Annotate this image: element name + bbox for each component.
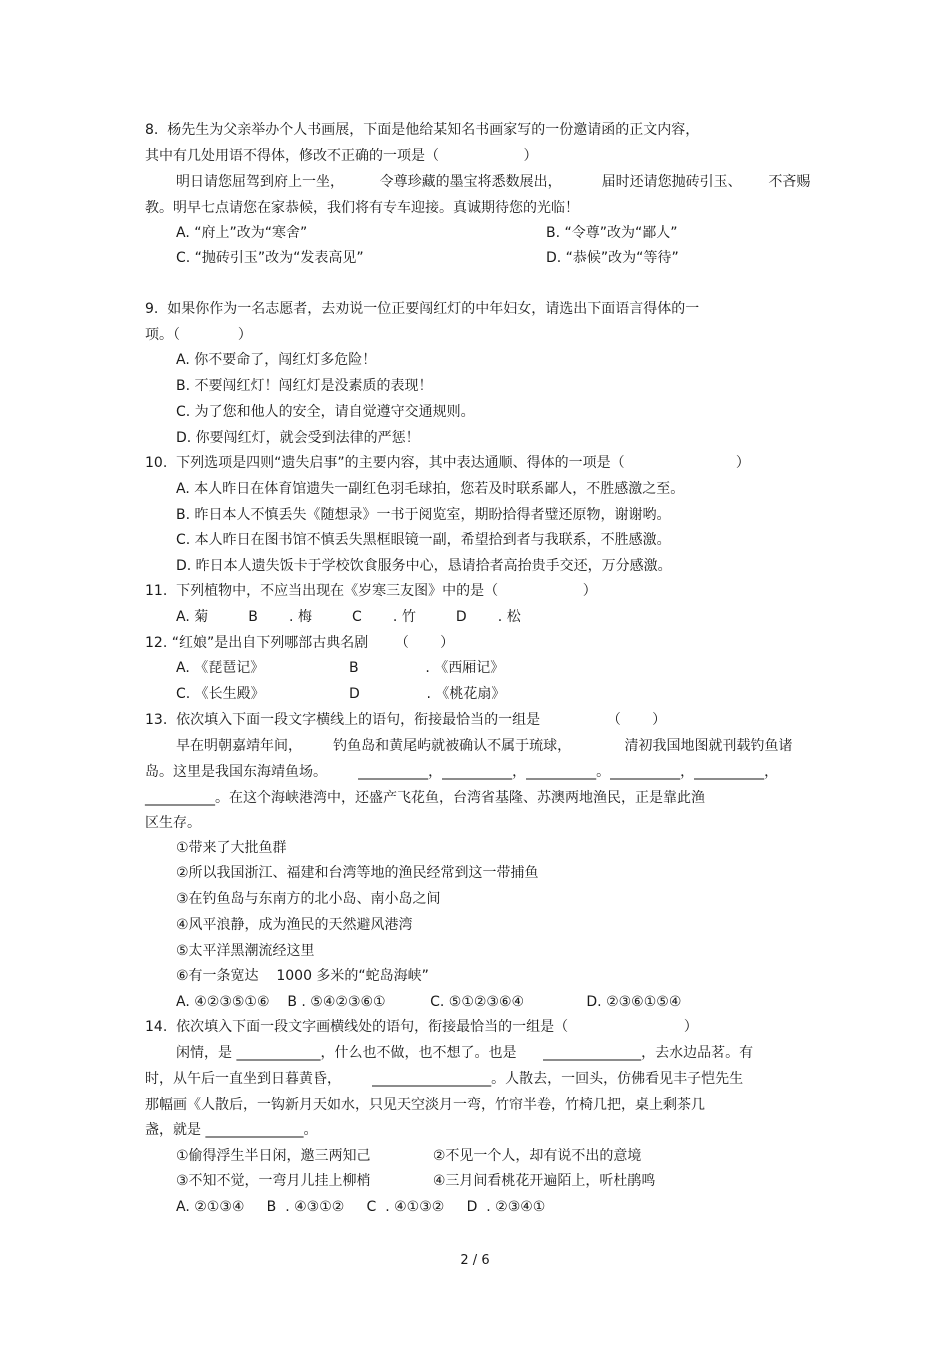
q8-option-d: D. “恭候”改为“等待” <box>546 250 679 266</box>
q14-stem: 14. 依次填入下面一段文字画横线处的语句，衔接最恰当的一组是（ ） <box>145 1019 698 1035</box>
q12-stem: 12. “红娘”是出自下列哪部古典名剧 （ ） <box>145 635 455 651</box>
q13-sentence-6: ⑥有一条宽达 1000 多米的“蛇岛海峡” <box>176 968 429 984</box>
q12-option-a: A. 《琵琶记》 <box>176 660 265 676</box>
page-number: 2 / 6 <box>460 1253 490 1268</box>
q13-sentence-1: ①带来了大批鱼群 <box>176 840 287 856</box>
q13-sentence-5: ⑤太平洋黑潮流经这里 <box>176 943 315 959</box>
q9-option-b: B. 不要闯红灯！闯红灯是没素质的表现！ <box>176 378 433 394</box>
q13-sentence-3: ③在钓鱼岛与东南方的北小岛、南小岛之间 <box>176 891 441 907</box>
q14-sentences-row2: ③不知不觉，一弯月儿挂上柳梢 ④三月间看桃花开遍陌上，听杜鹃鸣 <box>176 1173 656 1189</box>
q8-passage-line2: 教。明早七点请您在家恭候，我们将有专车迎接。真诚期待您的光临！ <box>145 200 579 216</box>
q13-passage-line2: 岛。这里是我国东海靖鱼场。 __________，__________，__________。__________，__________， <box>145 764 779 780</box>
q8-option-c: C. “抛砖引玉”改为“发表高见” <box>176 250 364 266</box>
q10-option-a: A. 本人昨日在体育馆遗失一副红色羽毛球拍，您若及时联系鄙人，不胜感激之至。 <box>176 481 685 497</box>
q14-sentences-row1: ①偷得浮生半日闲，邀三两知己 ②不见一个人，却有说不出的意境 <box>176 1148 642 1164</box>
q10-option-c: C. 本人昨日在图书馆不慎丢失黑框眼镜一副，希望拾到者与我联系，不胜感激。 <box>176 532 671 548</box>
q12-option-c: C. 《长生殿》 <box>176 686 265 702</box>
q10-option-b: B. 昨日本人不慎丢失《随想录》一书于阅览室，期盼拾得者璧还原物，谢谢哟。 <box>176 507 671 523</box>
q11-stem: 11. 下列植物中，不应当出现在《岁寒三友图》中的是（ ） <box>145 583 597 599</box>
q13-stem: 13. 依次填入下面一段文字横线上的语句，衔接最恰当的一组是 （ ） <box>145 712 667 728</box>
q8-stem-line2: 其中有几处用语不得体，修改不正确的一项是（ ） <box>145 148 538 164</box>
q13-passage-line1: 早在明朝嘉靖年间， 钓鱼岛和黄尾屿就被确认不属于琉球， 清初我国地图就刊载钓鱼诸 <box>176 738 793 754</box>
q14-passage-line1: 闲情，是 ____________，什么也不做，也不想了。也是 ______________，去水边品茗。有 <box>176 1045 754 1061</box>
q14-passage-line3: 那幅画《人散后，一钩新月天如水，只见天空淡月一弯，竹帘半卷，竹椅几把，桌上剩茶几 <box>145 1097 705 1113</box>
q14-passage-line2: 时，从午后一直坐到日暮黄昏， _________________。人散去，一回头，仿佛看见丰子恺先生 <box>145 1071 744 1087</box>
q8-stem-line1: 8. 杨先生为父亲举办个人书画展，下面是他给某知名书画家写的一份邀请函的正文内容， <box>145 122 700 138</box>
q13-sentence-2: ②所以我国浙江、福建和台湾等地的渔民经常到这一带捕鱼 <box>176 865 539 881</box>
q9-stem-line1: 9. 如果你作为一名志愿者，去劝说一位正要闯红灯的中年妇女，请选出下面语言得体的一 <box>145 301 700 317</box>
q8-option-b: B. “令尊”改为“鄙人” <box>546 225 678 241</box>
q10-option-d: D. 昨日本人遗失饭卡于学校饮食服务中心，恳请拾者高抬贵手交还，万分感激。 <box>176 558 672 574</box>
q12-option-b: B . 《西厢记》 <box>349 660 505 676</box>
q14-options: A. ②①③④ B . ④③①② C . ④①③② D . ②③④① <box>176 1199 546 1215</box>
q13-sentence-4: ④风平浪静，成为渔民的天然避风港湾 <box>176 917 413 933</box>
q11-options: A. 菊 B . 梅 C . 竹 D . 松 <box>176 609 521 625</box>
q13-passage-line4: 区生存。 <box>145 815 201 831</box>
q10-stem: 10. 下列选项是四则“遗失启事”的主要内容，其中表达通顺、得体的一项是（ ） <box>145 455 750 471</box>
q9-option-d: D. 你要闯红灯，就会受到法律的严惩！ <box>176 430 420 446</box>
q8-passage-line1: 明日请您屈驾到府上一坐， 令尊珍藏的墨宝将悉数展出， 届时还请您抛砖引玉、 不吝赐 <box>176 174 811 190</box>
q14-passage-line4: 盏，就是 ______________。 <box>145 1122 318 1138</box>
q12-option-d: D . 《桃花扇》 <box>349 686 506 702</box>
q9-stem-line2: 项。（ ） <box>145 327 252 343</box>
q13-options: A. ④②③⑤①⑥ B . ⑤④②③⑥① C. ⑤①②③⑥④ D. ②③⑥①⑤④ <box>176 994 682 1010</box>
q8-option-a: A. “府上”改为“寒舍” <box>176 225 308 241</box>
q9-option-a: A. 你不要命了，闯红灯多危险！ <box>176 352 377 368</box>
q9-option-c: C. 为了您和他人的安全，请自觉遵守交通规则。 <box>176 404 475 420</box>
q13-passage-line3: __________。在这个海峡港湾中，还盛产飞花鱼，台湾省基隆、苏澳两地渔民，正是靠此渔 <box>145 790 705 806</box>
